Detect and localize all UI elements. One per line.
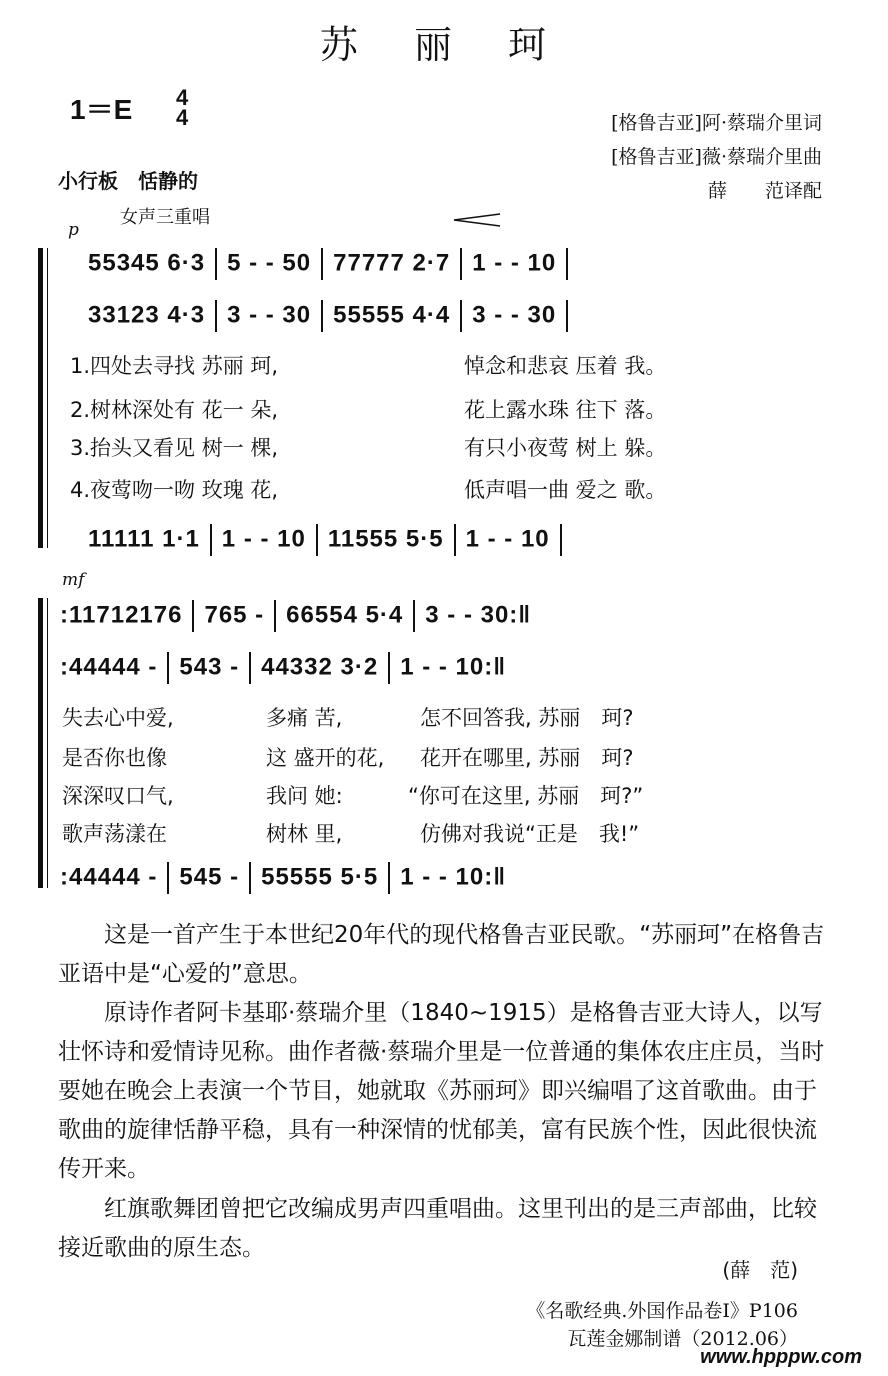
note-paragraph-3: 红旗歌舞团曾把它改编成男声四重唱曲。这里刊出的是三声部曲，比较接近歌曲的原生态。 <box>58 1196 817 1261</box>
signature: (薛 范) <box>722 1258 798 1282</box>
song-title: 苏 丽 珂 <box>319 23 569 67</box>
system-bracket-1-thin <box>47 248 48 548</box>
time-signature: 4 4 <box>176 85 189 130</box>
lyric-line: 失去心中爱, 多痛 苦, 怎不回答我, 苏丽 珂? <box>62 706 634 730</box>
system-bracket-2-thin <box>47 598 48 888</box>
key-signature: 1＝E <box>70 94 133 125</box>
score-row-s1-voice2: 33123 4·3 3 - - 30 55555 4·4 3 - - 30 <box>88 300 578 332</box>
source-citation: 《名歌经典.外国作品卷Ⅰ》P106 <box>526 1300 798 1322</box>
lyric-line: 是否你也像 这 盛开的花, 花开在哪里, 苏丽 珂? <box>62 746 634 770</box>
lyric-line: 3.抬头又看见 树一 棵, 有只小夜莺 树上 躲。 <box>70 436 667 460</box>
lyric-line: 4.夜莺吻一吻 玫瑰 花, 低声唱一曲 爱之 歌。 <box>70 478 667 502</box>
tempo-marking: 小行板 恬静的 <box>58 169 198 193</box>
translator-credit: 薛 范译配 <box>707 180 822 202</box>
lyric-line: 1.四处去寻找 苏丽 珂, 悼念和悲哀 压着 我。 <box>70 354 667 378</box>
note-paragraph-2: 原诗作者阿卡基耶·蔡瑞介里（1840~1915）是格鲁吉亚大诗人，以写壮怀诗和爱情诗见称。曲作者薇·蔡瑞介里是一位普通的集体农庄庄员，当时要她在晚会上表演一个节目，她就取《苏丽珂》即兴编唱了这首歌曲。由于歌曲的旋律恬静平稳，具有一种深情的忧郁美，富有民族个性，因此很快流传开来。 <box>58 1000 825 1182</box>
score-row-s2-voice3: :44444 - 545 - 55555 5·5 1 - - 10:‖ <box>60 862 506 894</box>
lyric-line: 歌声荡漾在 树林 里, 仿佛对我说“正是 我!” <box>62 822 640 846</box>
system-bracket-2 <box>38 598 43 888</box>
score-row-s2-voice2: :44444 - 543 - 44332 3·2 1 - - 10:‖ <box>60 652 506 684</box>
lyricist-credit: [格鲁吉亚]阿·蔡瑞介里词 <box>611 112 822 134</box>
composer-credit: [格鲁吉亚]薇·蔡瑞介里曲 <box>611 146 822 168</box>
crescendo-hairpin <box>452 210 502 230</box>
score-row-s1-voice3: 11111 1·1 1 - - 10 11555 5·5 1 - - 10 <box>88 524 572 556</box>
lyric-line: 深深叹口气, 我问 她: “你可在这里, 苏丽 珂?” <box>62 784 644 808</box>
note-paragraph-1: 这是一首产生于本世纪20年代的现代格鲁吉亚民歌。“苏丽珂”在格鲁吉亚语中是“心爱的”意思。 <box>58 922 825 987</box>
score-row-s1-voice1: 55345 6·3 5 - - 50 77777 2·7 1 - - 10 <box>88 248 578 280</box>
score-row-s2-voice1: :11712176 765 - 66554 5·4 3 - - 30:‖ <box>60 600 531 632</box>
voicing-label: 女声三重唱 <box>120 207 210 228</box>
watermark: www.hpppw.com <box>700 1346 862 1368</box>
system-bracket-1 <box>38 248 43 548</box>
maker-credit: 瓦莲金娜制谱（2012.06） <box>567 1328 798 1350</box>
lyric-line: 2.树林深处有 花一 朵, 花上露水珠 往下 落。 <box>70 398 667 422</box>
dynamic-mf: mf <box>62 570 85 590</box>
dynamic-p: p <box>68 220 79 240</box>
